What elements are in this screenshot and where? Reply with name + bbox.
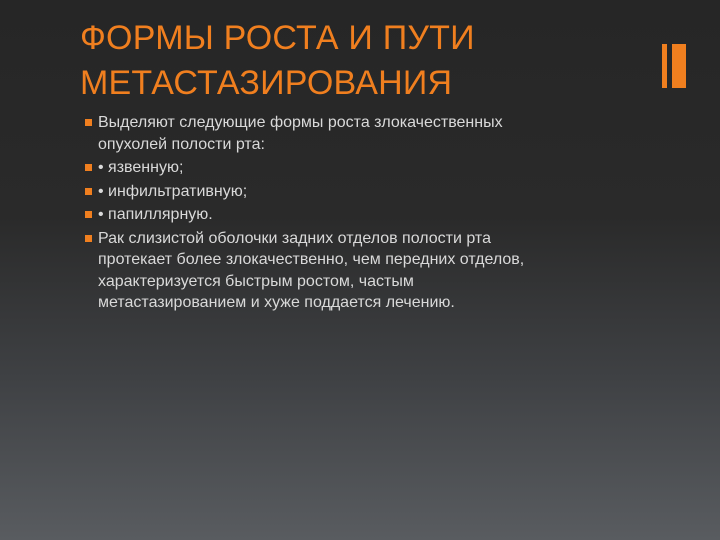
bullet-text-line: опухолей полости рта: (98, 135, 265, 153)
square-bullet-icon (85, 119, 92, 126)
square-bullet-icon (85, 235, 92, 242)
square-bullet-icon (85, 164, 92, 171)
slide-title-line: ФОРМЫ РОСТА И ПУТИ (80, 19, 475, 57)
bullet-item (84, 228, 644, 314)
vertical-bars-accent-icon (662, 44, 686, 88)
bullet-item (84, 204, 644, 226)
bullet-text-line: Выделяют следующие формы роста злокачественных (98, 114, 503, 131)
bullet-text-line: характеризуется быстрым ростом, частым (98, 272, 414, 290)
bullet-item (84, 181, 644, 203)
square-bullet-icon (85, 188, 92, 195)
slide-title (80, 16, 640, 106)
bullet-list (84, 112, 644, 316)
accent-bar-thick (672, 44, 686, 88)
bullet-text-line: • язвенную; (98, 159, 184, 176)
slide-title-line: МЕТАСТАЗИРОВАНИЯ (80, 64, 453, 102)
bullet-item (84, 112, 644, 155)
bullet-text-line: Рак слизистой оболочки задних отделов полости рта (98, 229, 491, 247)
bullet-text-line: • папиллярную. (98, 206, 213, 223)
accent-bar-thin (662, 44, 667, 88)
bullet-text-line: протекает более злокачественно, чем передних отделов, (98, 251, 525, 268)
bullet-item (84, 157, 644, 179)
bullet-text-line: • инфильтративную; (98, 182, 248, 200)
square-bullet-icon (85, 211, 92, 218)
bullet-text-line: метастазированием и хуже поддается лечению. (98, 294, 455, 311)
